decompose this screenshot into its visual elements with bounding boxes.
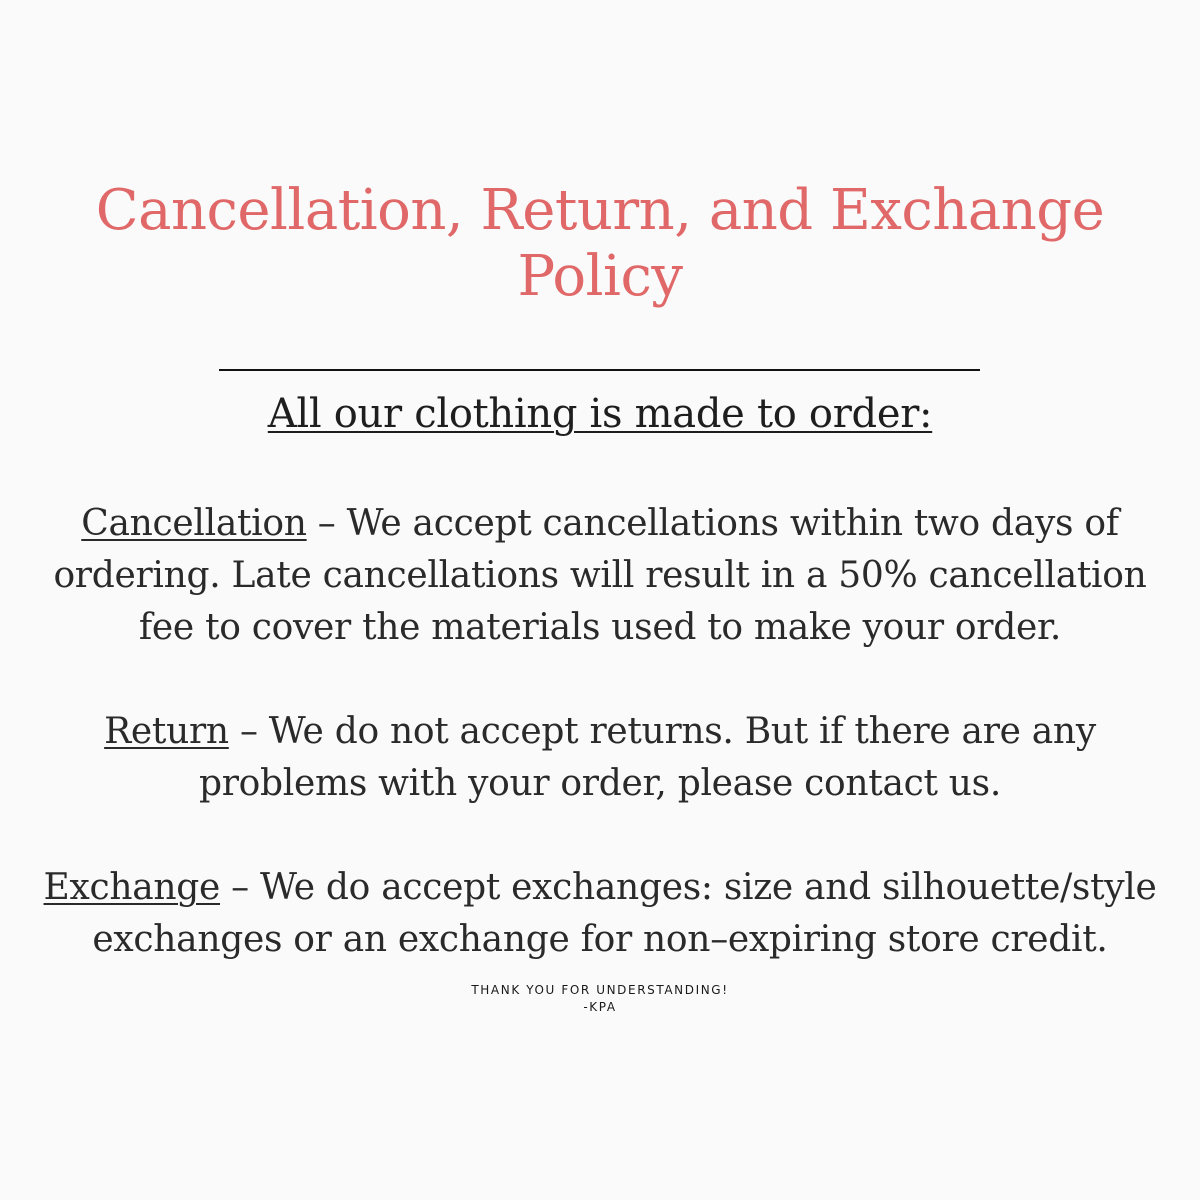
- title-divider: [219, 369, 980, 371]
- exchange-term: Exchange: [43, 867, 221, 908]
- return-text: – We do not accept returns. But if there are any problems with your order, please contact us.: [199, 711, 1096, 804]
- policy-subtitle: All our clothing is made to order:: [267, 391, 933, 437]
- thank-you-text: THANK YOU FOR UNDERSTANDING!: [471, 983, 729, 997]
- exchange-text: – We do accept exchanges: size and silhouette/style exchanges or an exchange for non–expiring store credit.: [92, 867, 1157, 960]
- closing-note: [300, 982, 900, 1016]
- signature: -KPA: [583, 1000, 617, 1014]
- return-term: Return: [104, 711, 229, 752]
- exchange-section: [40, 862, 1160, 966]
- title-line-2: Policy: [517, 244, 683, 309]
- page-title: [60, 178, 1140, 310]
- cancellation-text: – We accept cancellations within two days of ordering. Late cancellations will result in a 50% cancellation fee to cover the materials used to make your order.: [53, 503, 1147, 648]
- title-line-1: Cancellation, Return, and Exchange: [95, 178, 1105, 243]
- return-section: [40, 706, 1160, 810]
- cancellation-term: Cancellation: [81, 503, 307, 544]
- cancellation-section: [40, 498, 1160, 654]
